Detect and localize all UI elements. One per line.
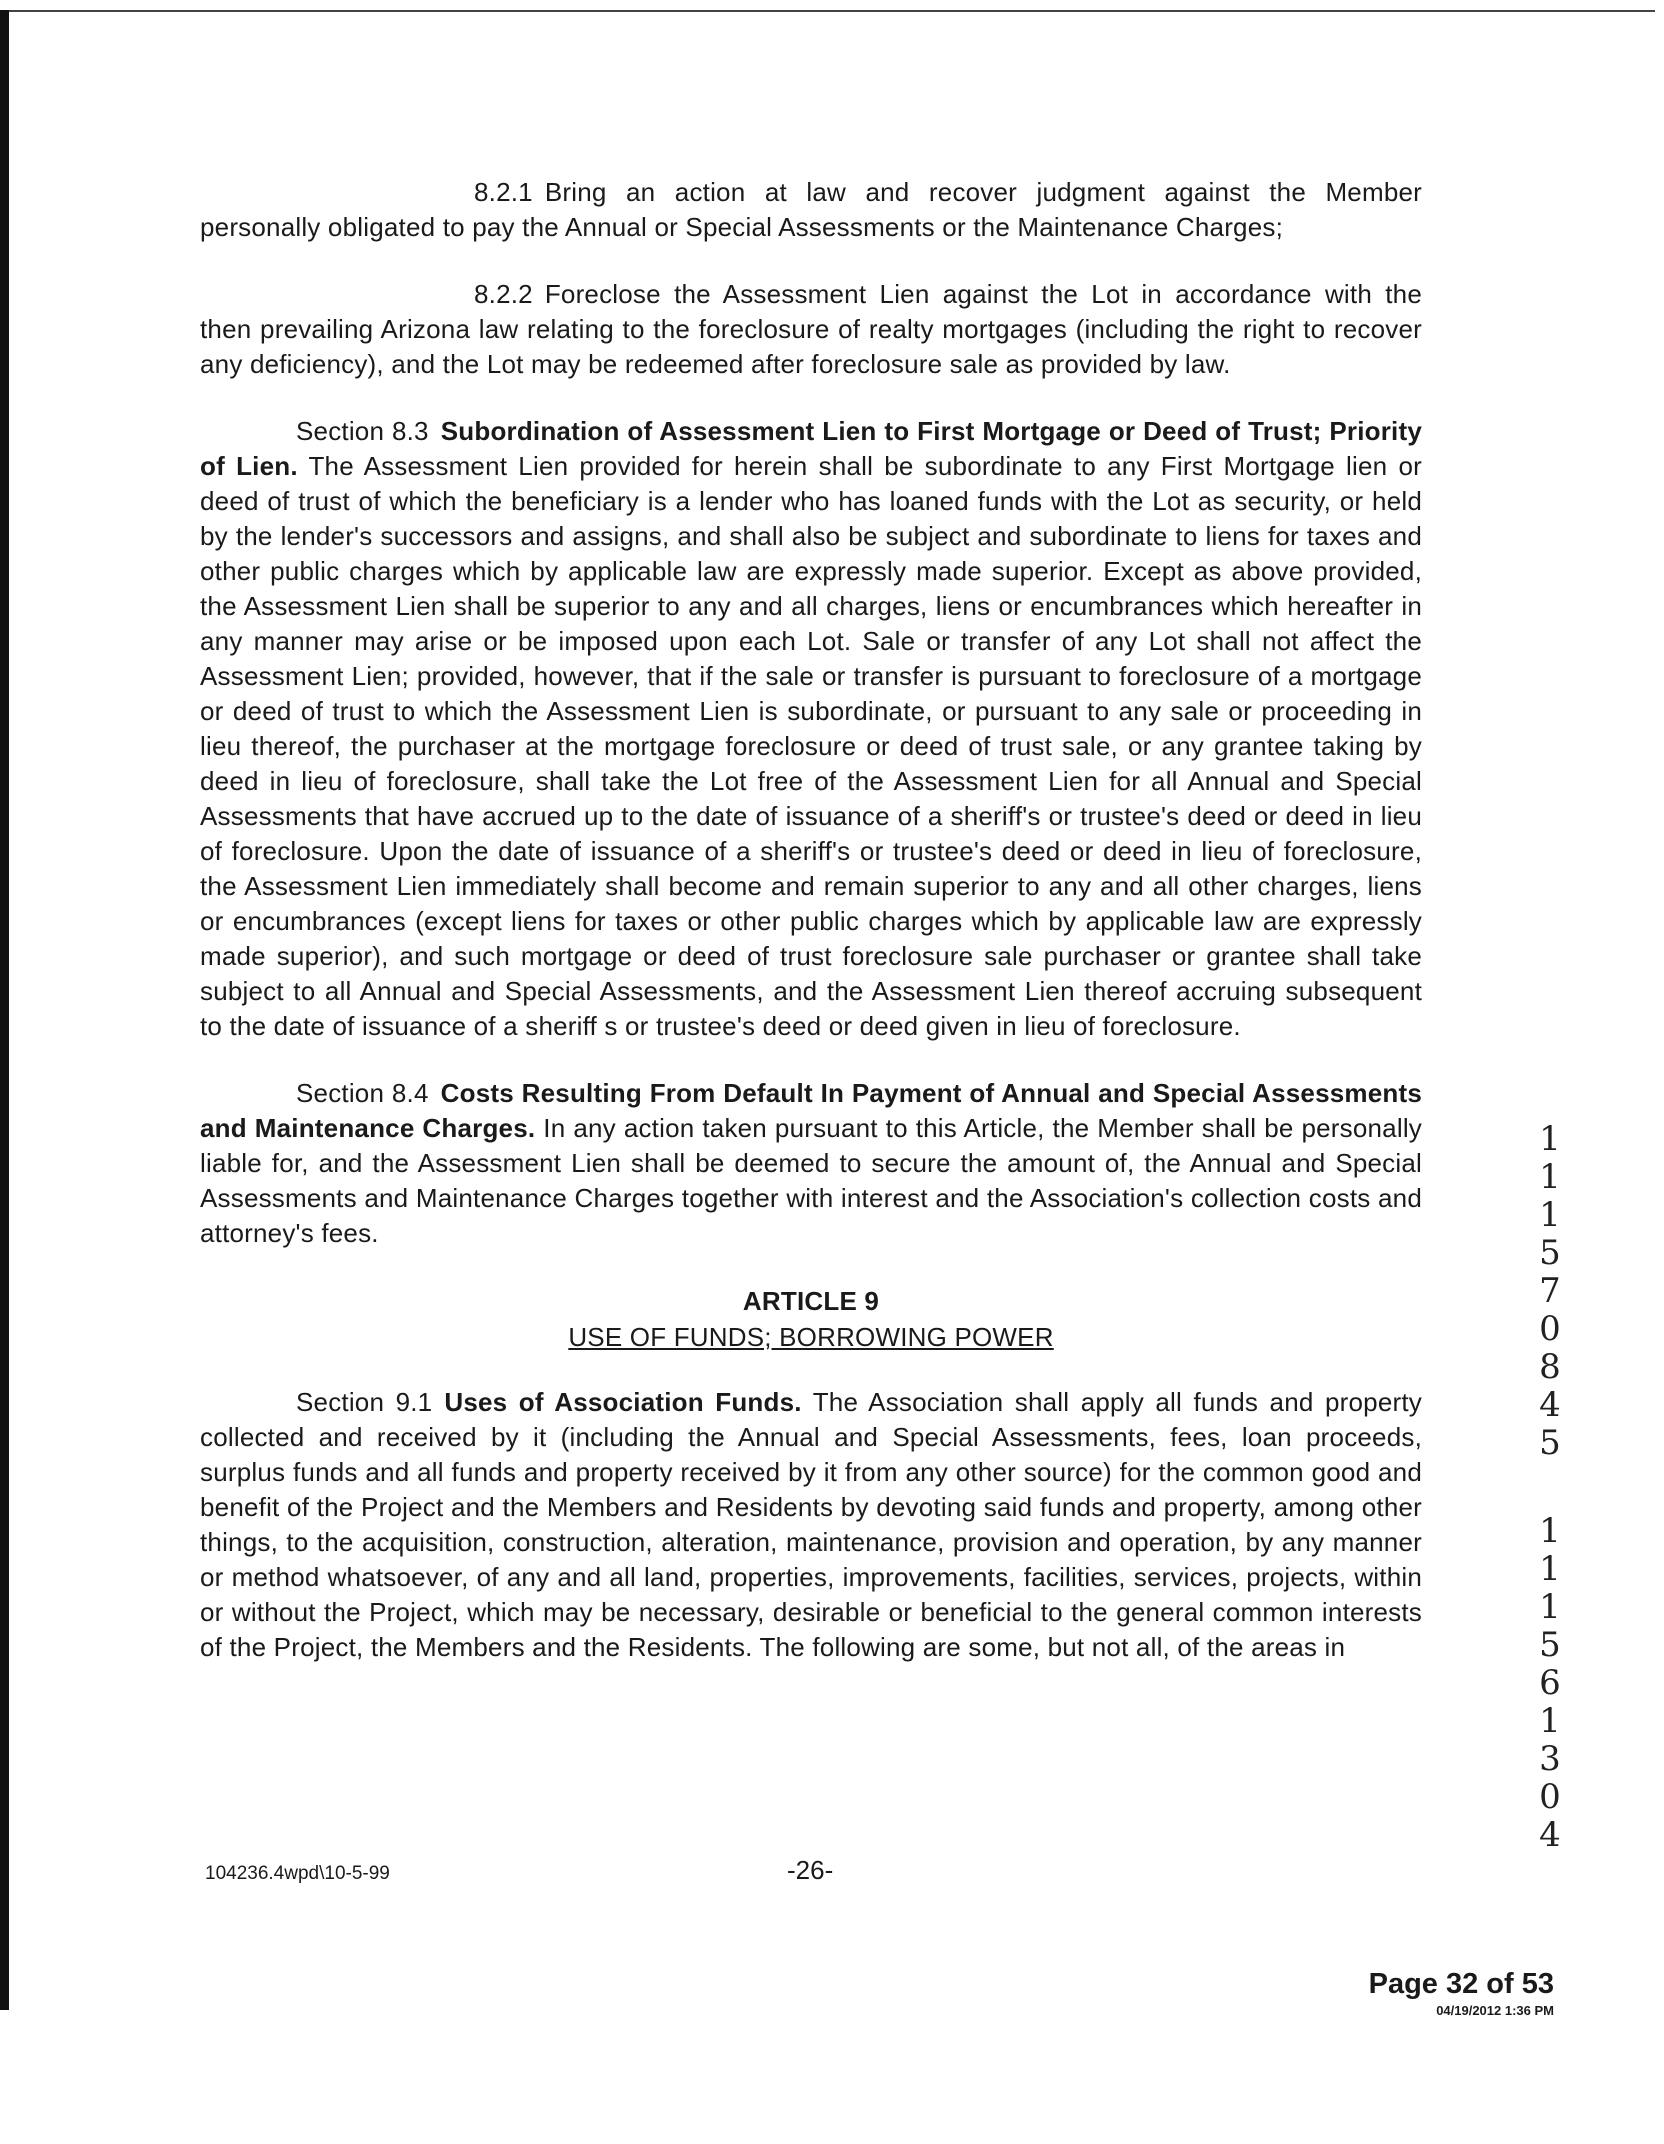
article-subtitle: USE OF FUNDS; BORROWING POWER (568, 1322, 1054, 1352)
article-title: ARTICLE 9 (742, 1286, 880, 1316)
margin-digit: 6 (1539, 1663, 1561, 1703)
article-heading (200, 1283, 1422, 1355)
scan-edge-bar (0, 10, 9, 2010)
margin-digit: 3 (1539, 1739, 1561, 1779)
section-8-3 (200, 414, 1422, 1044)
margin-digit: 1 (1539, 1157, 1561, 1197)
margin-digit: 5 (1539, 1423, 1561, 1463)
top-border-line (0, 10, 1655, 12)
section-text: The Association shall apply all funds and property collected and received by it (including the Annual and Special Assessments, fees, loan proceeds, surplus funds and all funds and property received by it from any other source) for the common good and benefit of the Project and the Members and Residents by devoting said funds and property, among other things, to the acquisition, construction, alteration, maintenance, provision and operation, by any manner or method whatsoever, of any and all land, properties, improvements, facilities, services, projects, within or without the Project, which may be necessary, desirable or beneficial to the general common interests of the Project, the Members and the Residents. The following are some, but not all, of the areas in (200, 1387, 1422, 1662)
margin-digit: 8 (1539, 1347, 1561, 1387)
document-page (200, 175, 1422, 1697)
margin-recording-number (1530, 1120, 1570, 1854)
paragraph-8-2-1 (200, 175, 1422, 245)
section-9-1 (200, 1385, 1422, 1665)
clause-number: 8.2.2 (474, 279, 533, 309)
margin-digit: 4 (1539, 1815, 1561, 1855)
section-8-4 (200, 1076, 1422, 1251)
section-text: In any action taken pursuant to this Article, the Member shall be personally liable for, and the Assessment Lien shall be deemed to secure the amount of, the Annual and Special Assessments and Maintenance Charges together with interest and the Association's collection costs and attorney's fees. (200, 1113, 1422, 1248)
margin-digit: 1 (1539, 1511, 1561, 1551)
section-label: Section 8.3 (296, 416, 429, 446)
margin-digit: 0 (1539, 1777, 1561, 1817)
section-label: Section 9.1 (296, 1387, 433, 1417)
margin-digit: 1 (1539, 1587, 1561, 1627)
margin-digit: 1 (1539, 1549, 1561, 1589)
section-heading: Uses of Association Funds. (444, 1387, 802, 1417)
clause-text: Foreclose the Assessment Lien against the Lot in accordance with the then prevailing Arizona law relating to the foreclosure of realty mortgages (including the right to recover any deficiency), and the Lot may be redeemed after foreclosure sale as provided by law. (200, 279, 1422, 379)
margin-digit: 5 (1539, 1233, 1561, 1273)
section-heading: Costs Resulting From Default In Payment of Annual and Special Assessments and Maintenance Charges. (200, 1078, 1422, 1143)
margin-digit: 7 (1539, 1271, 1561, 1311)
section-label: Section 8.4 (296, 1078, 429, 1108)
margin-digit: 1 (1539, 1701, 1561, 1741)
clause-number: 8.2.1 (474, 177, 533, 207)
clause-text: Bring an action at law and recover judgment against the Member personally obligated to pay the Annual or Special Assessments or the Maintenance Charges; (200, 177, 1422, 242)
page-stamp (1369, 1968, 1554, 2018)
margin-digit: 1 (1539, 1195, 1561, 1235)
document-code: 104236.4wpd\10-5-99 (205, 1863, 390, 1884)
paragraph-8-2-2 (200, 277, 1422, 382)
section-heading: Subordination of Assessment Lien to First Mortgage or Deed of Trust; Priority of Lien. (200, 416, 1422, 481)
margin-digit: 0 (1539, 1309, 1561, 1349)
page-number: -26- (787, 1855, 834, 1885)
stamp-datetime: 04/19/2012 1:36 PM (1436, 2003, 1554, 2018)
margin-digit: 4 (1539, 1385, 1561, 1425)
page-count-label: Page 32 of 53 (1368, 1968, 1554, 2000)
margin-digit: 1 (1539, 1119, 1561, 1159)
section-text: The Assessment Lien provided for herein shall be subordinate to any First Mortgage lien or deed of trust of which the beneficiary is a lender who has loaned funds with the Lot as security, or held by the lender's successors and assigns, and shall also be subject and subordinate to liens for taxes and other public charges which by applicable law are expressly made superior. Except as above provided, the Assessment Lien shall be superior to any and all charges, liens or encumbrances which hereafter in any manner may arise or be imposed upon each Lot. Sale or transfer of any Lot shall not affect the Assessment Lien; provided, however, that if the sale or transfer is pursuant to foreclosure of a mortgage or deed of trust to which the Assessment Lien is subordinate, or pursuant to any sale or proceeding in lieu thereof, the purchaser at the mortgage foreclosure or deed of trust sale, or any grantee taking by deed in lieu of foreclosure, shall take the Lot free of the Assessment Lien for all Annual and Special Assessments that have accrued up to the date of issuance of a sheriff's or trustee's deed or deed in lieu of foreclosure. Upon the date of issuance of a sheriff's or trustee's deed or deed in lieu of foreclosure, the Assessment Lien immediately shall become and remain superior to any and all other charges, liens or encumbrances (except liens for taxes or other public charges which by applicable law are expressly made superior), and such mortgage or deed of trust foreclosure sale purchaser or grantee shall take subject to all Annual and Special Assessments, and the Assessment Lien thereof accruing subsequent to the date of issuance of a sheriff s or trustee's deed or deed given in lieu of foreclosure. (200, 451, 1422, 1041)
margin-digit: 5 (1539, 1625, 1561, 1665)
